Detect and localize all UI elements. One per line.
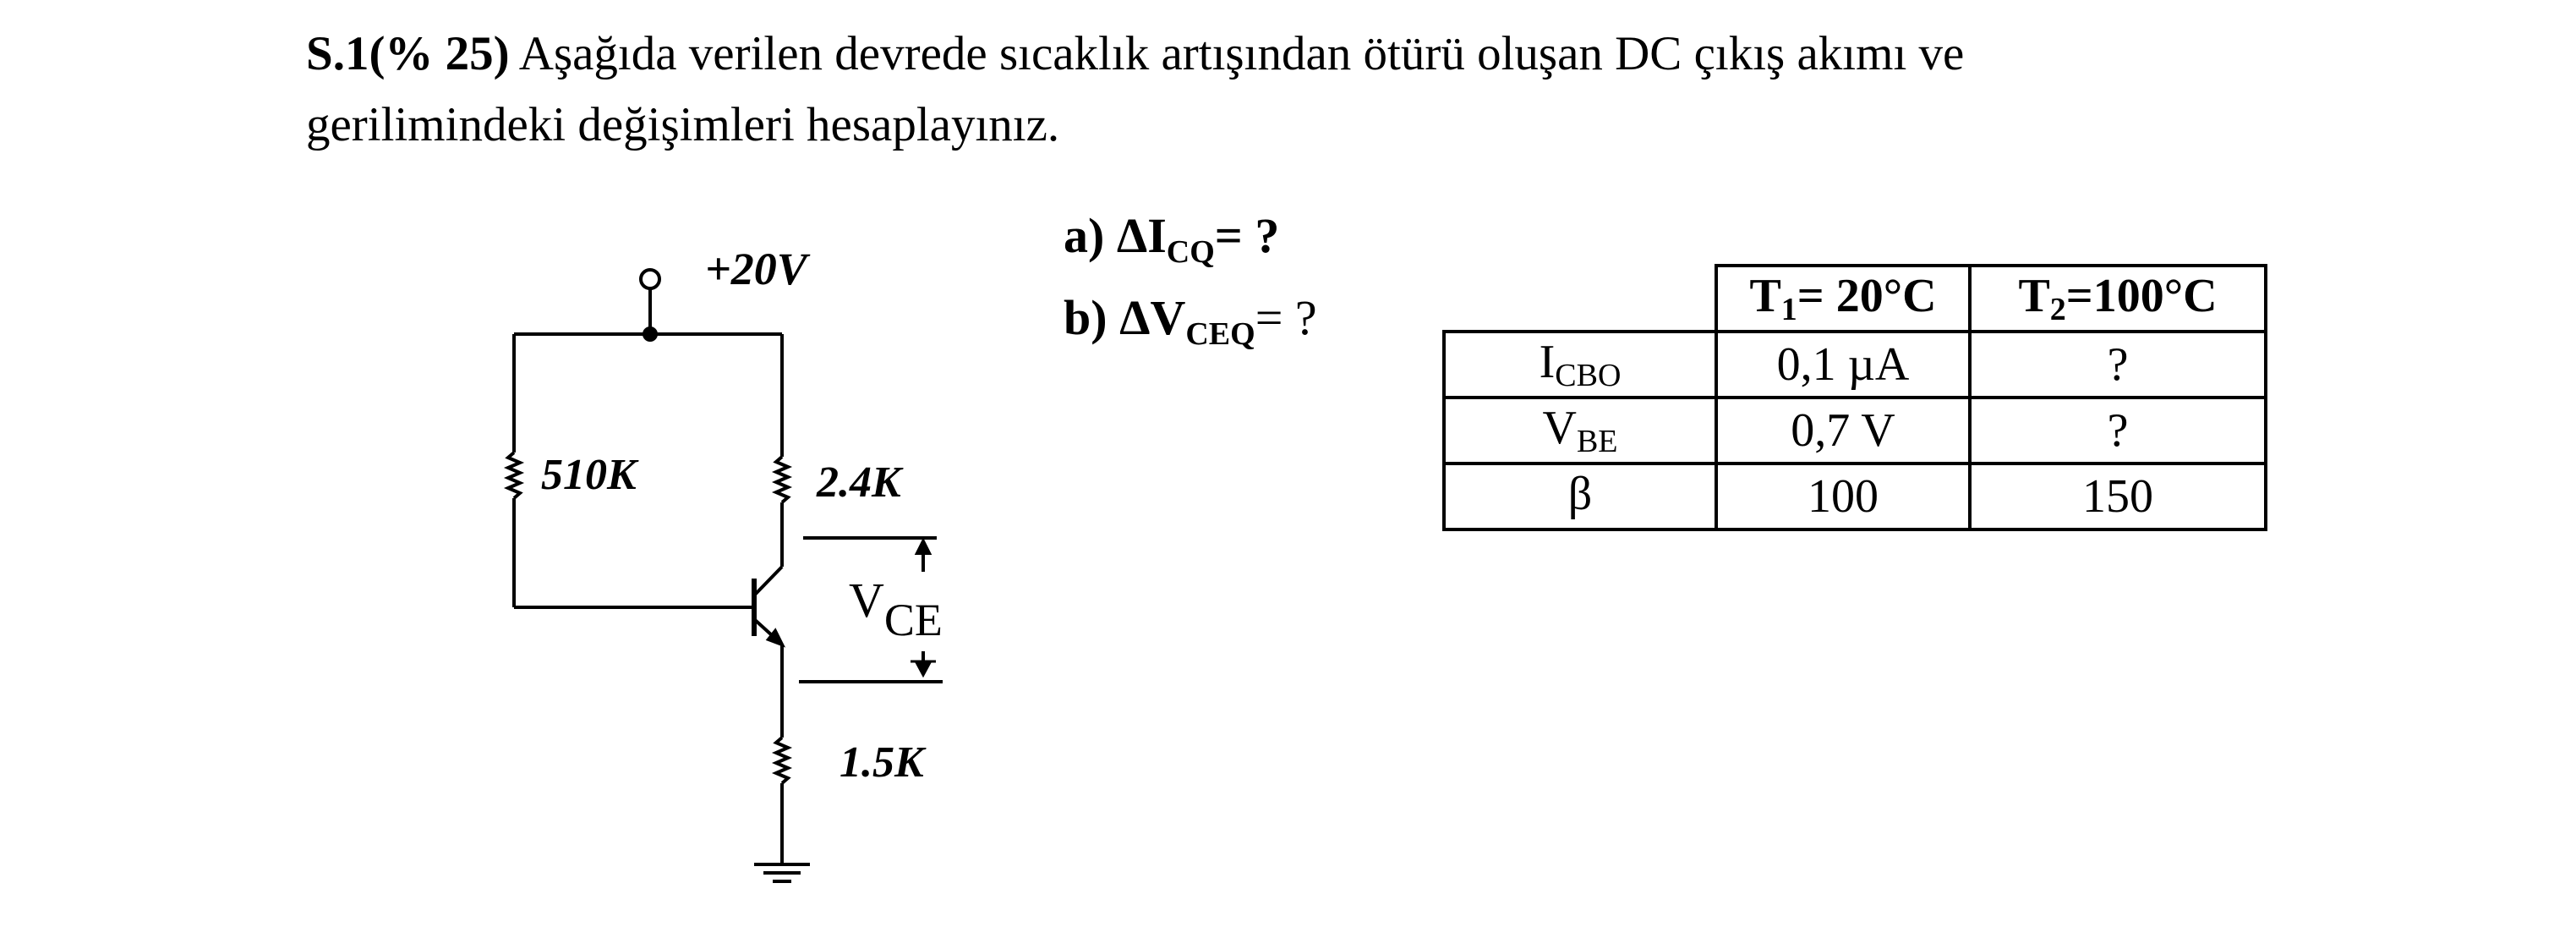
header-t2-main: T	[2018, 270, 2050, 322]
row-label-sub: BE	[1576, 424, 1618, 459]
vce-sub: CE	[883, 595, 943, 645]
part-a-prefix: a)	[1064, 208, 1117, 263]
part-b-symbol: ΔV	[1119, 290, 1186, 345]
cell-t1: 0,1 µA	[1716, 332, 1970, 398]
header-t2-sub: 2	[2049, 292, 2066, 327]
table-row	[1444, 332, 2266, 398]
header-t1-sub: 1	[1780, 292, 1797, 327]
part-a-sub: CQ	[1166, 234, 1215, 270]
part-a-suffix: = ?	[1214, 208, 1280, 263]
row-label-main: V	[1542, 402, 1577, 454]
cell-t1: 100	[1716, 464, 1970, 529]
cell-t1: 0,7 V	[1716, 398, 1970, 464]
header-t2-rest: =100°C	[2065, 270, 2218, 322]
row-label	[1444, 464, 1716, 529]
header-t1-main: T	[1749, 270, 1781, 322]
part-b-suffix: = ?	[1255, 290, 1317, 345]
row-label-main: I	[1539, 336, 1556, 388]
cell-t2: 150	[1970, 464, 2266, 529]
parameter-table	[1442, 264, 2267, 531]
part-b	[1064, 285, 1317, 367]
table-row	[1444, 398, 2266, 464]
supply-terminal-icon	[641, 270, 659, 288]
rc-label: 2.4K	[817, 458, 901, 507]
resistor-rb-icon	[508, 453, 520, 498]
part-b-sub: CEQ	[1185, 316, 1255, 352]
supply-label: +20V	[705, 244, 807, 294]
rb-label: 510K	[541, 451, 637, 499]
arrow-down-icon	[917, 663, 929, 674]
question-line2: gerilimindeki değişimleri hesaplayınız.	[306, 98, 1060, 151]
question-parts	[1064, 203, 1317, 367]
re-label: 1.5K	[840, 738, 924, 787]
resistor-rc-icon	[776, 457, 788, 502]
cell-t2: ?	[1970, 332, 2266, 398]
part-a-symbol: ΔI	[1116, 208, 1167, 263]
table-row	[1444, 464, 2266, 529]
npn-transistor-icon	[754, 567, 782, 645]
resistor-re-icon	[776, 738, 788, 783]
part-b-prefix: b)	[1064, 290, 1120, 345]
row-label	[1444, 398, 1716, 464]
question-line1: Aşağıda verilen devrede sıcaklık artışından ötürü oluşan DC çıkış akımı ve	[509, 27, 1965, 80]
question-number: S.1(% 25)	[306, 27, 510, 80]
row-label-sub: CBO	[1555, 358, 1622, 393]
part-a	[1064, 203, 1317, 285]
row-label-main: β	[1567, 468, 1593, 520]
header-t2	[1970, 266, 2266, 332]
vce-label	[849, 575, 943, 645]
table-corner	[1444, 266, 1716, 332]
ground-icon	[754, 864, 810, 881]
arrow-up-icon	[917, 541, 929, 553]
cell-t2: ?	[1970, 398, 2266, 464]
row-label	[1444, 332, 1716, 398]
header-t1	[1716, 266, 1970, 332]
table-header-row	[1444, 266, 2266, 332]
header-t1-rest: = 20°C	[1797, 270, 1937, 322]
vce-main: V	[849, 573, 884, 628]
